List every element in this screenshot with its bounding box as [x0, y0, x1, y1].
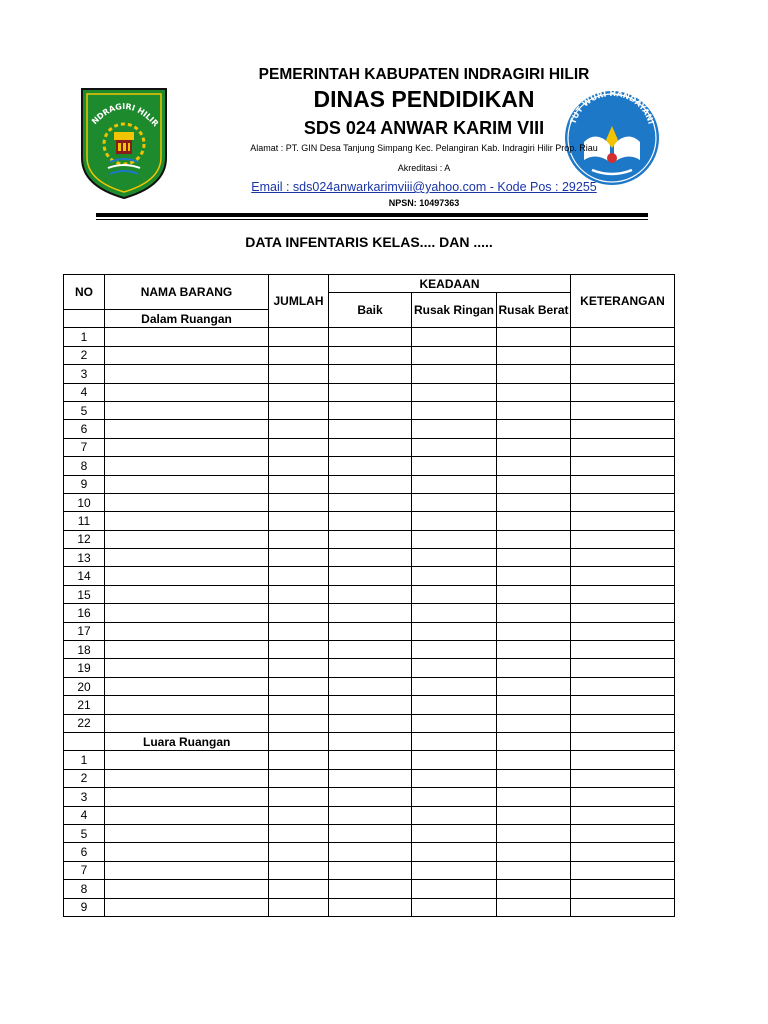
cell-rusak-berat[interactable] [497, 824, 571, 842]
cell-rusak-ringan[interactable] [412, 732, 497, 750]
cell-rusak-berat[interactable] [497, 769, 571, 787]
cell-rusak-ringan[interactable] [412, 751, 497, 769]
cell-no: 1 [64, 328, 105, 346]
cell-no: 22 [64, 714, 105, 732]
cell-baik[interactable] [329, 383, 412, 401]
cell-baik[interactable] [329, 365, 412, 383]
cell-nama-barang[interactable] [105, 769, 269, 787]
government-name: PEMERINTAH KABUPATEN INDRAGIRI HILIR [258, 66, 590, 83]
section-1-rows [64, 328, 675, 733]
cell-no: 10 [64, 493, 105, 511]
cell-baik[interactable] [329, 346, 412, 364]
cell-rusak-berat[interactable] [497, 898, 571, 916]
cell-jumlah[interactable] [269, 512, 329, 530]
cell-jumlah[interactable] [269, 567, 329, 585]
cell-nama-barang[interactable] [105, 696, 269, 714]
cell-rusak-ringan[interactable] [412, 401, 497, 419]
cell-keterangan[interactable] [571, 769, 675, 787]
cell-no: 5 [64, 401, 105, 419]
section-luar-ruangan: Luara Ruangan [105, 732, 269, 750]
cell-nama-barang[interactable] [105, 530, 269, 548]
cell-keterangan[interactable] [571, 751, 675, 769]
header-jumlah: JUMLAH [269, 275, 329, 328]
cell-no: 17 [64, 622, 105, 640]
cell-keterangan[interactable] [571, 861, 675, 879]
cell-keterangan[interactable] [571, 438, 675, 456]
cell-no: 7 [64, 438, 105, 456]
cell-nama-barang[interactable] [105, 714, 269, 732]
cell-rusak-ringan[interactable] [412, 641, 497, 659]
cell-nama-barang[interactable] [105, 512, 269, 530]
cell-jumlah[interactable] [269, 641, 329, 659]
cell-rusak-berat[interactable] [497, 365, 571, 383]
cell-no: 3 [64, 788, 105, 806]
cell-keterangan[interactable] [571, 457, 675, 475]
cell-jumlah[interactable] [269, 549, 329, 567]
table-row [64, 365, 675, 383]
cell-rusak-berat[interactable] [497, 641, 571, 659]
cell-no: 3 [64, 365, 105, 383]
cell-jumlah[interactable] [269, 843, 329, 861]
cell-no: 21 [64, 696, 105, 714]
cell-jumlah[interactable] [269, 401, 329, 419]
cell-jumlah[interactable] [269, 530, 329, 548]
cell-nama-barang[interactable] [105, 346, 269, 364]
header-no: NO [64, 275, 105, 310]
header-keterangan: KETERANGAN [571, 275, 675, 328]
cell-rusak-berat[interactable] [497, 696, 571, 714]
cell-rusak-berat[interactable] [497, 493, 571, 511]
table-row [64, 824, 675, 842]
cell-baik[interactable] [329, 401, 412, 419]
cell-no: 20 [64, 677, 105, 695]
cell-rusak-berat[interactable] [497, 512, 571, 530]
header-no-spacer [64, 310, 105, 328]
cell-rusak-ringan[interactable] [412, 824, 497, 842]
table-row [64, 714, 675, 732]
cell-rusak-ringan[interactable] [412, 475, 497, 493]
cell-nama-barang[interactable] [105, 457, 269, 475]
cell-no: 16 [64, 604, 105, 622]
accreditation: Akreditasi : A [397, 163, 451, 173]
cell-baik[interactable] [329, 898, 412, 916]
cell-nama-barang[interactable] [105, 824, 269, 842]
cell-jumlah[interactable] [269, 751, 329, 769]
section-2-rows [64, 751, 675, 917]
cell-keterangan[interactable] [571, 383, 675, 401]
table-row [64, 880, 675, 898]
cell-baik[interactable] [329, 328, 412, 346]
table-row [64, 806, 675, 824]
cell-baik[interactable] [329, 696, 412, 714]
table-row [64, 475, 675, 493]
table-row [64, 567, 675, 585]
cell-baik[interactable] [329, 585, 412, 603]
cell-baik[interactable] [329, 732, 412, 750]
cell-rusak-ringan[interactable] [412, 549, 497, 567]
cell-nama-barang[interactable] [105, 751, 269, 769]
cell-keterangan[interactable] [571, 567, 675, 585]
cell-no: 12 [64, 530, 105, 548]
cell-no: 5 [64, 824, 105, 842]
cell-keterangan[interactable] [571, 659, 675, 677]
cell-nama-barang[interactable] [105, 420, 269, 438]
cell-no: 4 [64, 383, 105, 401]
cell-nama-barang[interactable] [105, 806, 269, 824]
cell-keterangan[interactable] [571, 493, 675, 511]
cell-jumlah[interactable] [269, 769, 329, 787]
cell-baik[interactable] [329, 806, 412, 824]
agency-name: DINAS PENDIDIKAN [313, 86, 535, 112]
cell-jumlah[interactable] [269, 438, 329, 456]
cell-baik[interactable] [329, 788, 412, 806]
cell-rusak-ringan[interactable] [412, 769, 497, 787]
cell-baik[interactable] [329, 769, 412, 787]
table-row [64, 420, 675, 438]
cell-jumlah[interactable] [269, 365, 329, 383]
cell-rusak-ringan[interactable] [412, 383, 497, 401]
cell-keterangan[interactable] [571, 549, 675, 567]
cell-baik[interactable] [329, 659, 412, 677]
cell-baik[interactable] [329, 530, 412, 548]
cell-jumlah[interactable] [269, 788, 329, 806]
header-baik: Baik [329, 293, 412, 328]
cell-rusak-ringan[interactable] [412, 677, 497, 695]
cell-jumlah[interactable] [269, 604, 329, 622]
cell-rusak-berat[interactable] [497, 861, 571, 879]
cell-baik[interactable] [329, 622, 412, 640]
cell-rusak-ringan[interactable] [412, 457, 497, 475]
cell-baik[interactable] [329, 567, 412, 585]
cell-keterangan[interactable] [571, 420, 675, 438]
cell-keterangan[interactable] [571, 843, 675, 861]
cell-baik[interactable] [329, 493, 412, 511]
npsn: NPSN: 10497363 [388, 198, 460, 208]
cell-baik[interactable] [329, 420, 412, 438]
cell-rusak-berat[interactable] [497, 751, 571, 769]
cell-no: 4 [64, 806, 105, 824]
cell-no: 14 [64, 567, 105, 585]
cell-rusak-ringan[interactable] [412, 806, 497, 824]
cell-nama-barang[interactable] [105, 677, 269, 695]
cell-keterangan[interactable] [571, 696, 675, 714]
cell-rusak-ringan[interactable] [412, 365, 497, 383]
school-name: SDS 024 ANWAR KARIM VIII [303, 118, 545, 138]
svg-text:INDRAGIRI HILIR: NDRAGIRI HILIR [90, 101, 161, 129]
cell-no: 2 [64, 769, 105, 787]
table-row [64, 604, 675, 622]
cell-baik[interactable] [329, 512, 412, 530]
cell-keterangan[interactable] [571, 788, 675, 806]
cell-rusak-berat[interactable] [497, 549, 571, 567]
school-address: Alamat : PT. GIN Desa Tanjung Simpang Kec. Pelangiran Kab. Indragiri Hilir Prop. Riau [250, 143, 598, 153]
table-row [64, 493, 675, 511]
cell-baik[interactable] [329, 475, 412, 493]
cell-keterangan[interactable] [571, 622, 675, 640]
cell-baik[interactable] [329, 549, 412, 567]
cell-rusak-berat[interactable] [497, 585, 571, 603]
cell-rusak-berat[interactable] [497, 567, 571, 585]
cell-rusak-berat[interactable] [497, 843, 571, 861]
cell-rusak-berat[interactable] [497, 714, 571, 732]
cell-keterangan[interactable] [571, 475, 675, 493]
table-row [64, 898, 675, 916]
cell-baik[interactable] [329, 861, 412, 879]
cell-jumlah[interactable] [269, 346, 329, 364]
cell-keterangan[interactable] [571, 714, 675, 732]
cell-jumlah[interactable] [269, 328, 329, 346]
cell-rusak-berat[interactable] [497, 677, 571, 695]
cell-nama-barang[interactable] [105, 843, 269, 861]
cell-no: 2 [64, 346, 105, 364]
cell-jumlah[interactable] [269, 824, 329, 842]
cell-jumlah[interactable] [269, 457, 329, 475]
table-row [64, 696, 675, 714]
cell-jumlah[interactable] [269, 622, 329, 640]
cell-no: 9 [64, 898, 105, 916]
table-row [64, 346, 675, 364]
cell-rusak-ringan[interactable] [412, 843, 497, 861]
cell-rusak-berat[interactable] [497, 880, 571, 898]
cell-no: 19 [64, 659, 105, 677]
table-row [64, 659, 675, 677]
cell-baik[interactable] [329, 677, 412, 695]
cell-baik[interactable] [329, 604, 412, 622]
table-row [64, 843, 675, 861]
cell-keterangan[interactable] [571, 732, 675, 750]
header-rusak-berat: Rusak Berat [497, 293, 571, 328]
cell-rusak-ringan[interactable] [412, 328, 497, 346]
cell-nama-barang[interactable] [105, 328, 269, 346]
header-divider-thin [96, 219, 648, 220]
cell-nama-barang[interactable] [105, 585, 269, 603]
cell-keterangan[interactable] [571, 806, 675, 824]
cell-rusak-ringan[interactable] [412, 530, 497, 548]
cell-keterangan[interactable] [571, 898, 675, 916]
cell-nama-barang[interactable] [105, 898, 269, 916]
cell-keterangan[interactable] [571, 824, 675, 842]
cell-rusak-ringan[interactable] [412, 880, 497, 898]
cell-nama-barang[interactable] [105, 438, 269, 456]
cell-no: 7 [64, 861, 105, 879]
cell-no: 8 [64, 457, 105, 475]
cell-rusak-ringan[interactable] [412, 493, 497, 511]
cell-nama-barang[interactable] [105, 365, 269, 383]
cell-keterangan[interactable] [571, 880, 675, 898]
cell-rusak-ringan[interactable] [412, 622, 497, 640]
cell-rusak-ringan[interactable] [412, 585, 497, 603]
cell-rusak-ringan[interactable] [412, 788, 497, 806]
cell-jumlah[interactable] [269, 659, 329, 677]
cell-nama-barang[interactable] [105, 567, 269, 585]
cell-rusak-ringan[interactable] [412, 420, 497, 438]
cell-no: 6 [64, 843, 105, 861]
cell-no: 11 [64, 512, 105, 530]
table-row [64, 622, 675, 640]
cell-nama-barang[interactable] [105, 622, 269, 640]
cell-jumlah[interactable] [269, 732, 329, 750]
cell-no: 18 [64, 641, 105, 659]
cell-jumlah[interactable] [269, 383, 329, 401]
table-row [64, 383, 675, 401]
cell-rusak-berat[interactable] [497, 806, 571, 824]
inventory-table [63, 274, 675, 917]
table-row [64, 328, 675, 346]
header-nama-barang: NAMA BARANG [105, 275, 269, 310]
cell-keterangan[interactable] [571, 677, 675, 695]
cell-keterangan[interactable] [571, 346, 675, 364]
cell-baik[interactable] [329, 824, 412, 842]
cell-rusak-ringan[interactable] [412, 438, 497, 456]
table-row [64, 512, 675, 530]
cell-rusak-ringan[interactable] [412, 567, 497, 585]
table-row [64, 438, 675, 456]
svg-text:TUT WURI HANDAYANI: TUT WURI HANDAYANI [568, 88, 656, 126]
cell-nama-barang[interactable] [105, 880, 269, 898]
cell-rusak-ringan[interactable] [412, 898, 497, 916]
cell-jumlah[interactable] [269, 880, 329, 898]
table-row [64, 641, 675, 659]
cell-rusak-ringan[interactable] [412, 512, 497, 530]
cell-no: 1 [64, 751, 105, 769]
cell-jumlah[interactable] [269, 806, 329, 824]
cell-rusak-berat[interactable] [497, 788, 571, 806]
cell-rusak-ringan[interactable] [412, 604, 497, 622]
cell-nama-barang[interactable] [105, 549, 269, 567]
cell-no: 9 [64, 475, 105, 493]
cell-jumlah[interactable] [269, 677, 329, 695]
cell-jumlah[interactable] [269, 861, 329, 879]
cell-rusak-berat[interactable] [497, 420, 571, 438]
cell-rusak-ringan[interactable] [412, 659, 497, 677]
cell-jumlah[interactable] [269, 696, 329, 714]
table-row [64, 401, 675, 419]
cell-nama-barang[interactable] [105, 401, 269, 419]
cell-nama-barang[interactable] [105, 641, 269, 659]
header-keadaan: KEADAAN [329, 275, 571, 293]
cell-keterangan[interactable] [571, 585, 675, 603]
cell-rusak-ringan[interactable] [412, 861, 497, 879]
cell-nama-barang[interactable] [105, 493, 269, 511]
table-row [64, 769, 675, 787]
cell-baik[interactable] [329, 641, 412, 659]
document-title: DATA INFENTARIS KELAS.... DAN ..... [245, 234, 493, 250]
cell-no: 13 [64, 549, 105, 567]
cell-baik[interactable] [329, 751, 412, 769]
email-link[interactable]: Email : sds024anwarkarimviii@yahoo.com - Kode Pos : 29255 [251, 180, 597, 194]
cell-jumlah[interactable] [269, 898, 329, 916]
table-row [64, 788, 675, 806]
cell-keterangan[interactable] [571, 328, 675, 346]
cell-jumlah[interactable] [269, 475, 329, 493]
cell-rusak-berat[interactable] [497, 383, 571, 401]
table-row [64, 549, 675, 567]
header-divider-thick [96, 213, 648, 217]
cell-baik[interactable] [329, 880, 412, 898]
cell-no: 15 [64, 585, 105, 603]
cell-rusak-berat[interactable] [497, 401, 571, 419]
cell-jumlah[interactable] [269, 493, 329, 511]
cell-nama-barang[interactable] [105, 383, 269, 401]
cell-nama-barang[interactable] [105, 788, 269, 806]
cell-no: 6 [64, 420, 105, 438]
cell-keterangan[interactable] [571, 641, 675, 659]
cell-nama-barang[interactable] [105, 861, 269, 879]
cell-keterangan[interactable] [571, 604, 675, 622]
cell-keterangan[interactable] [571, 512, 675, 530]
cell-rusak-berat[interactable] [497, 346, 571, 364]
table-row [64, 677, 675, 695]
cell-rusak-ringan[interactable] [412, 696, 497, 714]
table-row [64, 732, 675, 750]
cell-jumlah[interactable] [269, 420, 329, 438]
cell-rusak-berat[interactable] [497, 530, 571, 548]
cell-keterangan[interactable] [571, 530, 675, 548]
cell-rusak-berat[interactable] [497, 732, 571, 750]
table-row [64, 861, 675, 879]
cell-baik[interactable] [329, 457, 412, 475]
cell-rusak-berat[interactable] [497, 475, 571, 493]
cell-rusak-ringan[interactable] [412, 714, 497, 732]
cell-baik[interactable] [329, 438, 412, 456]
cell-jumlah[interactable] [269, 714, 329, 732]
cell-rusak-berat[interactable] [497, 328, 571, 346]
cell-keterangan[interactable] [571, 365, 675, 383]
cell-nama-barang[interactable] [105, 475, 269, 493]
cell-rusak-berat[interactable] [497, 604, 571, 622]
cell-jumlah[interactable] [269, 585, 329, 603]
cell-nama-barang[interactable] [105, 659, 269, 677]
section-dalam-ruangan: Dalam Ruangan [105, 310, 269, 328]
cell-rusak-berat[interactable] [497, 659, 571, 677]
cell-keterangan[interactable] [571, 401, 675, 419]
cell-no: 8 [64, 880, 105, 898]
cell-baik[interactable] [329, 843, 412, 861]
table-row [64, 530, 675, 548]
table-row [64, 457, 675, 475]
cell-no [64, 732, 105, 750]
cell-rusak-berat[interactable] [497, 622, 571, 640]
table-row [64, 585, 675, 603]
header-rusak-ringan: Rusak Ringan [412, 293, 497, 328]
cell-rusak-ringan[interactable] [412, 346, 497, 364]
cell-nama-barang[interactable] [105, 604, 269, 622]
cell-rusak-berat[interactable] [497, 438, 571, 456]
cell-rusak-berat[interactable] [497, 457, 571, 475]
table-row [64, 751, 675, 769]
section-2-header [64, 732, 675, 750]
cell-baik[interactable] [329, 714, 412, 732]
